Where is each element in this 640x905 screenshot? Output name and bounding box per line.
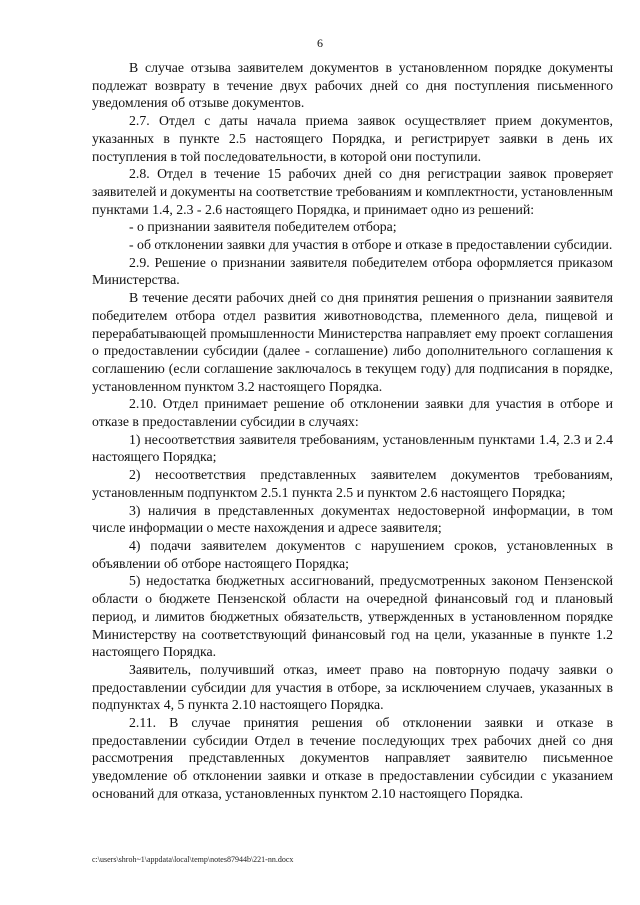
paragraph-resubmission-right: Заявитель, получивший отказ, имеет право на повторную подачу заявки о предоставлении субсидии для участия в отборе, за исключением случаев, указанных в подпунктах 4, 5 пункта 2.10 настоящего Порядка. — [92, 661, 613, 713]
paragraph-2-9: 2.9. Решение о признании заявителя победителем отбора оформляется приказом Министерства. — [92, 254, 613, 288]
list-item-reason-1: 1) несоответствия заявителя требованиям, установленным пунктами 1.4, 2.3 и 2.4 настоящего Порядка; — [92, 431, 613, 465]
list-item-rejection-decision: - об отклонении заявки для участия в отборе и отказе в предоставлении субсидии. — [129, 237, 613, 253]
list-item-reason-5: 5) недостатка бюджетных ассигнований, предусмотренных законом Пензенской области о бюджете Пензенской области на очередной финансовый год и плановый период, и лимитов бюджетных обязательств, утвержденных в установленном порядке Министерству на соответствующий финансовый год на цели, указанные в пункте 1.2 настоящего Порядка. — [92, 573, 613, 660]
list-item-reason-3: 3) наличия в представленных документах недостоверной информации, в том числе информации о месте нахождения и адресе заявителя; — [92, 502, 613, 536]
paragraph-document-withdrawal: В случае отзыва заявителем документов в установленном порядке документы подлежат возврату в течение двух рабочих дней со дня поступления письменного уведомления об отзыве документов. — [92, 60, 613, 111]
paragraph-2-8: 2.8. Отдел в течение 15 рабочих дней со дня регистрации заявок проверяет заявителей и документы на соответствие требованиям и комплектности, установленным пунктами 1.4, 2.3 - 2.6 настоящего Порядка, и принимает одно из решений: — [92, 166, 613, 217]
paragraph-agreement-draft: В течение десяти рабочих дней со дня принятия решения о признании заявителя победителем отбора отдел развития животноводства, племенного дела, пищевой и перерабатывающей промышленности Министерства направляет ему проект соглашения о предоставлении субсидии (далее - соглашение) либо дополнительного соглашения к соглашению (если соглашение заключалось в текущем году) для подписания в порядке, установленном пунктом 3.2 настоящего Порядка. — [92, 290, 613, 394]
paragraph-2-10: 2.10. Отдел принимает решение об отклонении заявки для участия в отборе и отказе в предоставлении субсидии в случаях: — [92, 396, 613, 430]
paragraph-2-7: 2.7. Отдел с даты начала приема заявок осуществляет прием документов, указанных в пункте 2.5 настоящего Порядка, и регистрирует заявки в день их поступления в той последовательности, в которой они поступили. — [92, 113, 613, 164]
list-item-winner-decision: - о признании заявителя победителем отбора; — [129, 219, 397, 235]
list-item-reason-4: 4) подачи заявителем документов с нарушением сроков, установленных в объявлении об отборе настоящего Порядка; — [92, 537, 613, 571]
page-number: 6 — [317, 36, 323, 50]
list-item-reason-2: 2) несоответствия представленных заявителем документов требованиям, установленным подпунктом 2.5.1 пункта 2.5 и пунктом 2.6 настоящего Порядка; — [92, 467, 613, 500]
paragraph-2-11: 2.11. В случае принятия решения об отклонении заявки и отказе в предоставлении субсидии Отдел в течение последующих трех рабочих дней со дня рассмотрения представленных документов направляет заявителю письменное уведомление об отклонении заявки и отказе в предоставлении субсидии с указанием оснований для отказа, установленных пунктом 2.10 настоящего Порядка. — [92, 715, 613, 801]
footer-file-path: c:\users\shroh~1\appdata\local\temp\notes87944b\221-nn.docx — [92, 855, 294, 864]
document-body — [92, 59, 613, 803]
